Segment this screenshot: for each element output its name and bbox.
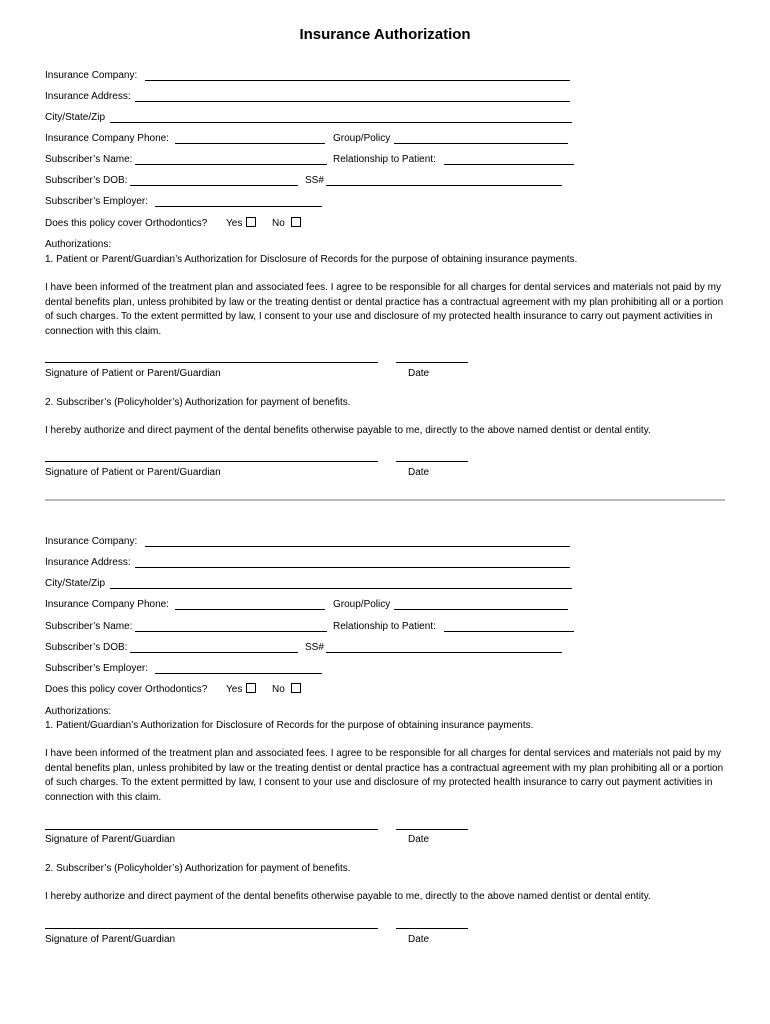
ss-label: SS# (305, 175, 324, 186)
insurance-company-label: Insurance Company: (45, 536, 138, 547)
no-checkbox[interactable] (291, 217, 301, 227)
relationship-field[interactable] (444, 164, 574, 165)
insurance-company-field[interactable] (145, 546, 570, 547)
relationship-label: Relationship to Patient: (333, 154, 436, 165)
yes-label: Yes (226, 218, 243, 229)
page-title: Insurance Authorization (299, 26, 471, 43)
subscriber-employer-label: Subscriber’s Employer: (45, 663, 149, 674)
group-policy-field[interactable] (394, 609, 568, 610)
authorizations-heading: Authorizations: (45, 706, 112, 717)
city-state-zip-label: City/State/Zip (45, 578, 106, 589)
ss-field[interactable] (326, 185, 562, 186)
yes-checkbox[interactable] (246, 683, 256, 693)
date-label: Date (408, 368, 430, 379)
authorization-2-text: 2. Subscriber’s (Policyholder’s) Authorization for payment of benefits. (45, 397, 351, 408)
group-policy-label: Group/Policy (333, 133, 391, 144)
subscriber-dob-field[interactable] (130, 185, 298, 186)
ss-field[interactable] (326, 652, 562, 653)
authorization-1-text: 1. Patient/Guardian’s Authorization for Disclosure of Records for the purpose of obtaining insurance payments. (45, 720, 534, 731)
relationship-field[interactable] (444, 631, 574, 632)
city-state-zip-field[interactable] (110, 122, 572, 123)
signature-line[interactable] (45, 461, 378, 462)
subscriber-employer-field[interactable] (155, 673, 322, 674)
group-policy-label: Group/Policy (333, 599, 391, 610)
signature-label: Signature of Parent/Guardian (45, 934, 176, 945)
consent-paragraph: I have been informed of the treatment plan and associated fees. I agree to be responsible for all charges for dental services and materials not paid by my dental benefits plan, unless prohibited by law or the treating dentist or dental practice has a contractual agreement with my plan prohibiting all or a portion of such charges. To the extent permitted by law, I consent to your use and disclosure of my protected health insurance to carry out payment activities in connection with this claim. (45, 282, 724, 337)
yes-label: Yes (226, 684, 243, 695)
orthodontics-question: Does this policy cover Orthodontics? (45, 218, 208, 229)
yes-checkbox[interactable] (246, 217, 256, 227)
orthodontics-question: Does this policy cover Orthodontics? (45, 684, 208, 695)
date-label: Date (408, 834, 430, 845)
date-label: Date (408, 467, 430, 478)
signature-label: Signature of Patient or Parent/Guardian (45, 368, 221, 379)
city-state-zip-label: City/State/Zip (45, 112, 106, 123)
signature-line[interactable] (45, 362, 378, 363)
insurance-phone-field[interactable] (175, 143, 325, 144)
payment-authorization-text: I hereby authorize and direct payment of the dental benefits otherwise payable to me, directly to the above named dentist or dental entity. (45, 425, 651, 436)
subscriber-dob-label: Subscriber’s DOB: (45, 175, 128, 186)
relationship-label: Relationship to Patient: (333, 621, 436, 632)
insurance-address-field[interactable] (135, 567, 570, 568)
subscriber-dob-field[interactable] (130, 652, 298, 653)
authorization-1-text: 1. Patient or Parent/Guardian’s Authorization for Disclosure of Records for the purpose of obtaining insurance payments. (45, 254, 578, 265)
date-line[interactable] (396, 461, 468, 462)
subscriber-name-field[interactable] (135, 631, 327, 632)
date-line[interactable] (396, 362, 468, 363)
ss-label: SS# (305, 642, 324, 653)
signature-line[interactable] (45, 829, 378, 830)
subscriber-dob-label: Subscriber’s DOB: (45, 642, 128, 653)
no-label: No (272, 684, 285, 695)
insurance-phone-label: Insurance Company Phone: (45, 599, 169, 610)
no-checkbox[interactable] (291, 683, 301, 693)
payment-authorization-text: I hereby authorize and direct payment of the dental benefits otherwise payable to me, directly to the above named dentist or dental entity. (45, 891, 651, 902)
insurance-address-label: Insurance Address: (45, 91, 131, 102)
insurance-company-label: Insurance Company: (45, 70, 138, 81)
subscriber-name-label: Subscriber’s Name: (45, 621, 133, 632)
subscriber-employer-field[interactable] (155, 206, 322, 207)
insurance-phone-field[interactable] (175, 609, 325, 610)
date-line[interactable] (396, 928, 468, 929)
date-label: Date (408, 934, 430, 945)
authorization-2-text: 2. Subscriber’s (Policyholder’s) Authorization for payment of benefits. (45, 863, 351, 874)
city-state-zip-field[interactable] (110, 588, 572, 589)
group-policy-field[interactable] (394, 143, 568, 144)
signature-line[interactable] (45, 928, 378, 929)
authorizations-heading: Authorizations: (45, 239, 112, 250)
subscriber-name-label: Subscriber’s Name: (45, 154, 133, 165)
subscriber-name-field[interactable] (135, 164, 327, 165)
date-line[interactable] (396, 829, 468, 830)
insurance-company-field[interactable] (145, 80, 570, 81)
signature-label: Signature of Parent/Guardian (45, 834, 176, 845)
insurance-address-label: Insurance Address: (45, 557, 131, 568)
consent-paragraph: I have been informed of the treatment plan and associated fees. I agree to be responsible for all charges for dental services and materials not paid by my dental benefits plan, unless prohibited by law or the treating dentist or dental practice has a contractual agreement with my plan prohibiting all or a portion of such charges. To the extent permitted by law, I consent to your use and disclosure of my protected health insurance to carry out payment activities in connection with this claim. (45, 748, 724, 803)
no-label: No (272, 218, 285, 229)
subscriber-employer-label: Subscriber’s Employer: (45, 196, 149, 207)
insurance-phone-label: Insurance Company Phone: (45, 133, 169, 144)
insurance-address-field[interactable] (135, 101, 570, 102)
signature-label: Signature of Patient or Parent/Guardian (45, 467, 221, 478)
section-divider (45, 499, 725, 501)
